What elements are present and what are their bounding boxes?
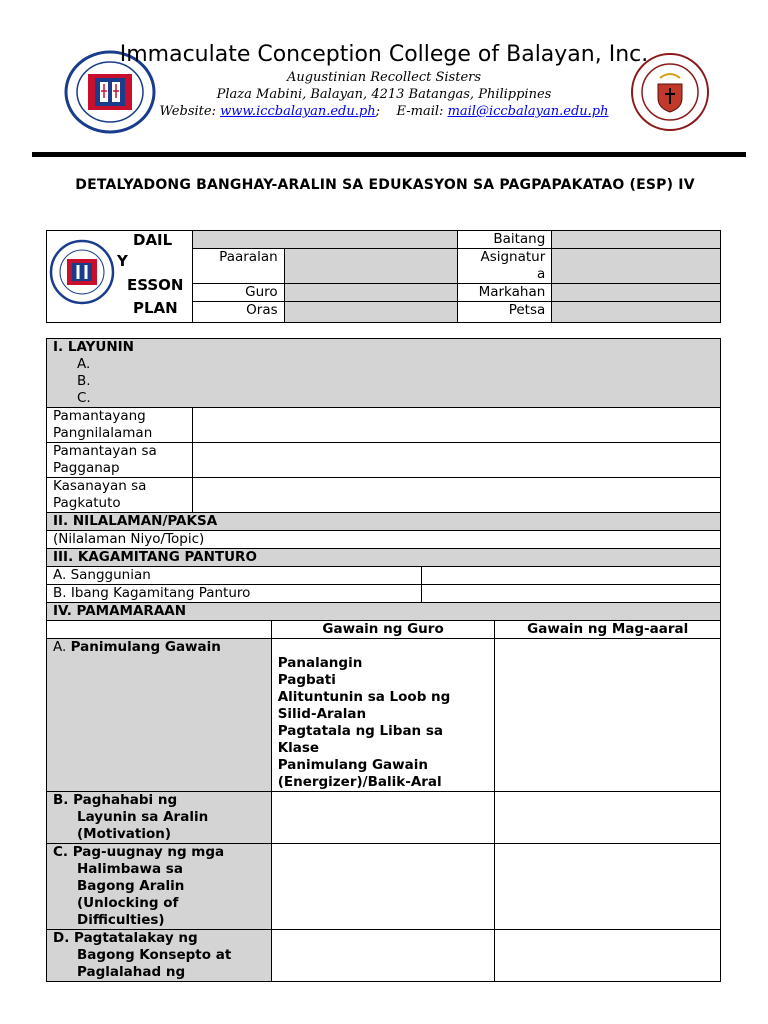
pag-uugnay-guro[interactable] [271, 844, 495, 930]
panimulang-gawain-prefix: A. [53, 639, 67, 655]
email-label: E-mail: [396, 104, 444, 119]
activity-line: Alituntunin sa Loob ng [277, 689, 451, 705]
baitang-label: Baitang [458, 231, 552, 249]
layunin-item-c: C. [77, 390, 91, 406]
pagtatalakay-line: D. Pagtatalakay ng [53, 930, 198, 946]
school-seal-small-logo [49, 239, 115, 305]
pag-uugnay-line: C. Pag-uugnay ng mga [53, 844, 225, 860]
pag-uugnay-magaaral[interactable] [495, 844, 721, 930]
pamantayan-pagganap-label-2: Pagganap [53, 460, 120, 476]
school-name: Immaculate Conception College of Balayan, Inc. [119, 42, 649, 67]
lesson-plan-table [46, 338, 721, 982]
panimulang-gawain-label [47, 639, 272, 792]
activity-line: Pagtatala ng Liban sa [277, 723, 444, 739]
ibang-kagamitan-label: B. Ibang Kagamitang Panturo [47, 585, 422, 603]
nilalaman-heading: II. NILALAMAN/PAKSA [47, 513, 721, 531]
sanggunian-label: A. Sanggunian [47, 567, 422, 585]
contact-line [0, 104, 768, 119]
ibang-kagamitan-field[interactable] [421, 585, 720, 603]
paghahabi-label [47, 792, 272, 844]
pagtatalakay-label [47, 930, 272, 982]
kasanayan-field[interactable] [192, 478, 720, 513]
dll-word-2: Y [117, 252, 128, 270]
dll-word-1: DAIL [133, 231, 173, 249]
markahan-label: Markahan [458, 284, 552, 302]
nilalaman-value[interactable]: (Nilalaman Niyo/Topic) [47, 531, 721, 549]
kasanayan-label-1: Kasanayan sa [53, 478, 147, 494]
paghahabi-line: B. Paghahabi ng [53, 792, 178, 808]
website-link[interactable]: www.iccbalayan.edu.ph [220, 104, 376, 119]
sanggunian-field[interactable] [421, 567, 720, 585]
asignatura-label-1: Asignatur [480, 249, 546, 265]
activity-line: Panalangin [277, 655, 363, 671]
pamantayang-pangnilalaman-label [47, 408, 193, 443]
website-label: Website: [159, 104, 216, 119]
pag-uugnay-line: Halimbawa sa [77, 861, 183, 877]
pag-uugnay-label [47, 844, 272, 930]
panimulang-gawain-guro[interactable] [271, 639, 495, 792]
pamantayan-pagganap-label [47, 443, 193, 478]
guro-label: Guro [192, 284, 284, 302]
paaralan-field[interactable] [284, 249, 458, 284]
oras-field[interactable] [284, 302, 458, 323]
activity-line: (Energizer)/Balik-Aral [277, 774, 442, 790]
pag-uugnay-line: Difficulties) [77, 912, 165, 928]
column-blank-header [47, 621, 272, 639]
pamantayan-pagganap-label-1: Pamantayan sa [53, 443, 157, 459]
panimulang-gawain-title: Panimulang Gawain [70, 639, 221, 655]
gawain-magaaral-header: Gawain ng Mag-aaral [495, 621, 721, 639]
pagtatalakay-line: Bagong Konsepto at [77, 947, 232, 963]
panimulang-gawain-magaaral[interactable] [495, 639, 721, 792]
asignatura-label-2: a [537, 266, 546, 282]
oras-label: Oras [192, 302, 284, 323]
pamantayan-pagganap-field[interactable] [192, 443, 720, 478]
paaralan-label: Paaralan [192, 249, 284, 284]
dll-word-4: PLAN [133, 299, 178, 317]
activity-line: Klase [277, 740, 320, 756]
congregation-name: Augustinian Recollect Sisters [286, 70, 482, 85]
petsa-label: Petsa [458, 302, 552, 323]
layunin-section [47, 339, 721, 408]
blank-cell[interactable] [192, 231, 458, 249]
pagtatalakay-line: Paglalahad ng [77, 964, 186, 980]
paghahabi-line: (Motivation) [77, 826, 172, 842]
pamantayang-pangnilalaman-label-2: Pangnilalaman [53, 425, 153, 441]
activity-line: Silid-Aralan [277, 706, 367, 722]
kasanayan-label-2: Pagkatuto [53, 495, 121, 511]
petsa-field[interactable] [552, 302, 721, 323]
layunin-item-a: A. [77, 356, 91, 372]
pamamaraan-heading: IV. PAMAMARAAN [47, 603, 721, 621]
markahan-field[interactable] [552, 284, 721, 302]
email-link[interactable]: mail@iccbalayan.edu.ph [447, 104, 609, 119]
contact-separator: ; [375, 104, 380, 119]
dll-cell [47, 231, 193, 323]
paghahabi-line: Layunin sa Aralin [77, 809, 209, 825]
pag-uugnay-line: Bagong Aralin [77, 878, 185, 894]
guro-field[interactable] [284, 284, 458, 302]
dll-word-3: ESSON [127, 276, 184, 294]
lesson-info-table [46, 230, 721, 323]
paghahabi-magaaral[interactable] [495, 792, 721, 844]
activity-line: Panimulang Gawain [277, 757, 428, 773]
kagamitan-heading: III. KAGAMITANG PANTURO [47, 549, 721, 567]
school-address: Plaza Mabini, Balayan, 4213 Batangas, Philippines [216, 87, 552, 102]
activity-line: Pagbati [277, 672, 336, 688]
pagtatalakay-magaaral[interactable] [495, 930, 721, 982]
layunin-heading: I. LAYUNIN [53, 339, 134, 355]
gawain-guro-header: Gawain ng Guro [271, 621, 495, 639]
asignatura-field[interactable] [552, 249, 721, 284]
document-title: DETALYADONG BANGHAY-ARALIN SA EDUKASYON SA PAGPAPAKATAO (ESP) IV [75, 177, 695, 193]
asignatura-label [458, 249, 552, 284]
pamantayang-pangnilalaman-field[interactable] [192, 408, 720, 443]
header-divider [32, 152, 746, 157]
pamantayang-pangnilalaman-label-1: Pamantayang [53, 408, 146, 424]
kasanayan-label [47, 478, 193, 513]
pag-uugnay-line: (Unlocking of [77, 895, 179, 911]
baitang-field[interactable] [552, 231, 721, 249]
pagtatalakay-guro[interactable] [271, 930, 495, 982]
paghahabi-guro[interactable] [271, 792, 495, 844]
layunin-item-b: B. [77, 373, 91, 389]
